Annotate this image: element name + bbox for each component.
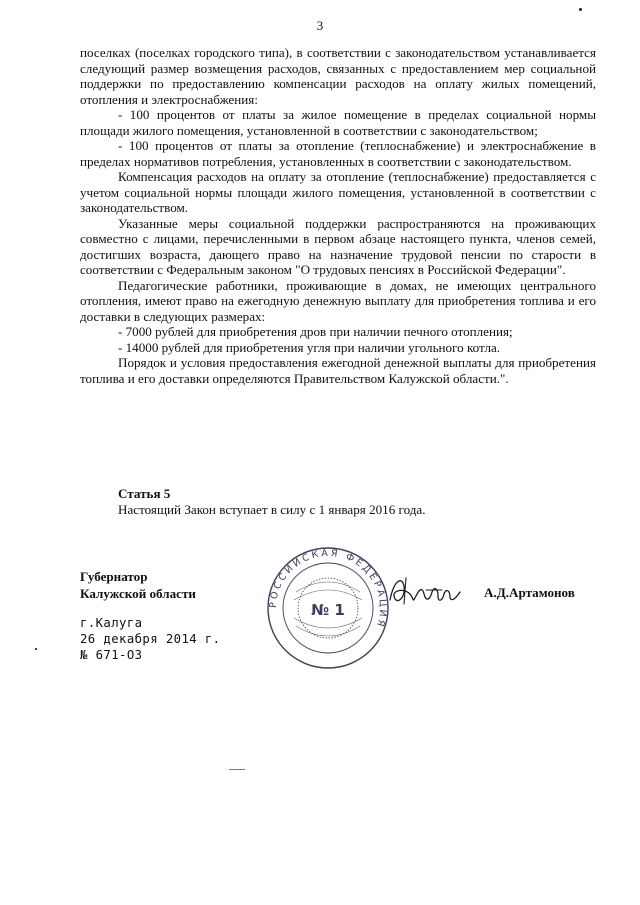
article-5 (80, 486, 596, 518)
scan-speck-left (35, 648, 37, 650)
stamp-center-number: № 1 (311, 601, 345, 619)
governor-signature (386, 572, 468, 612)
article-text: Настоящий Закон вступает в силу с 1 января 2016 года. (118, 502, 426, 517)
paragraph-coal-payment: - 14000 рублей для приобретения угля при наличии угольного котла. (118, 339, 501, 355)
scan-speck (579, 8, 582, 11)
paragraph-heating-norm: Компенсация расходов на оплату за отопление (теплоснабжение) предоставляется с учетом социальной нормы площади жилого помещения, установленной в соответствии с законодательством. (80, 169, 596, 215)
law-text-body (80, 45, 596, 386)
signing-date: 26 декабря 2014 г. (80, 632, 221, 646)
article-title: Статья 5 (118, 486, 171, 501)
scan-artifact-line (229, 769, 245, 770)
paragraph-procedure: Порядок и условия предоставления ежегодной денежной выплаты для приобретения топлива и его доставки определяются Правительством Калужской области.". (80, 355, 596, 386)
signing-details (80, 615, 220, 663)
governor-name: А.Д.Артамонов (484, 585, 575, 600)
governor-position (80, 568, 196, 602)
governor-position-line2: Калужской области (80, 586, 196, 601)
paragraph-firewood-payment: - 7000 рублей для приобретения дров при наличии печного отопления; (118, 324, 513, 339)
paragraph-family-members: Указанные меры социальной поддержки распространяются на проживающих совместно с лицами, перечисленными в первом абзаце настоящего пункта, членов семей, достигших возраста, дающего право на назначение трудовой пенсии по старости в соответствии с Федеральным законом "О трудовых пенсиях в Российской Федерации". (80, 215, 596, 277)
paragraph-heating-compensation: - 100 процентов от платы за отопление (теплоснабжение) и электроснабжение в пределах нормативов потребления, установленных в соответствии с законодательством. (80, 138, 596, 169)
law-number: № 671-ОЗ (80, 648, 143, 662)
signing-city: г.Калуга (80, 616, 143, 630)
paragraph-housing-compensation: - 100 процентов от платы за жилое помещение в пределах социальной нормы площади жилого помещения, установленной в соответствии с законодательством; (80, 107, 596, 138)
page-number: 3 (316, 18, 324, 33)
paragraph-continuation: поселках (поселках городского типа), в соответствии с законодательством устанавливается следующий размер возмещения расходов, связанных с предоставлением мер социальной поддержки по предоставлению компенсации расходов на оплату жилых помещений, отопления и электроснабжения: (80, 45, 596, 107)
official-stamp (266, 546, 390, 670)
governor-position-line1: Губернатор (80, 569, 148, 584)
stamp-outer-text: РОССИЙСКАЯ ФЕДЕРАЦИЯ (267, 547, 389, 631)
paragraph-teachers-fuel: Педагогические работники, проживающие в домах, не имеющих центрального отопления, имеют право на ежегодную денежную выплату для приобретения топлива и его доставки в следующих размерах: (80, 277, 596, 324)
